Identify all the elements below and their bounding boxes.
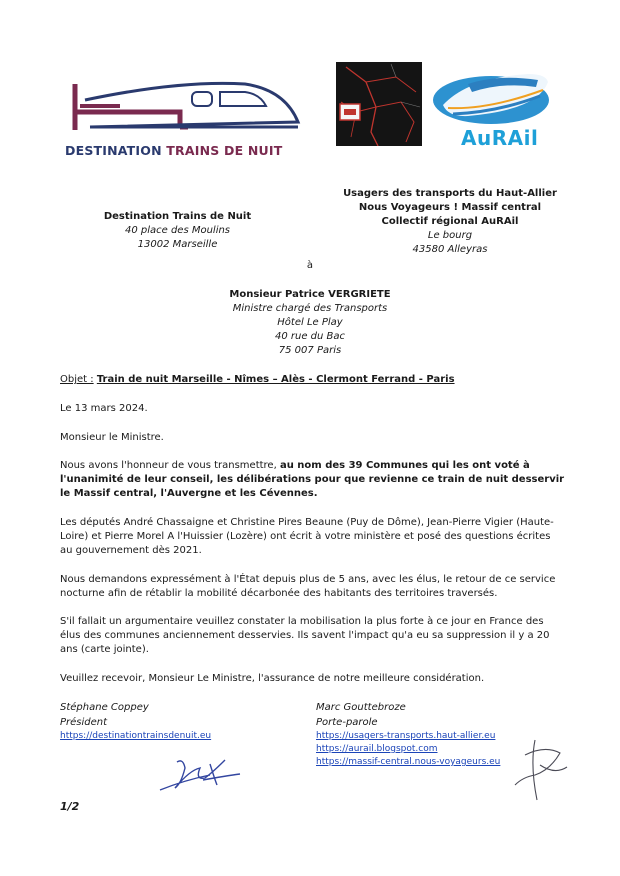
salutation: Monsieur le Ministre. — [60, 432, 164, 443]
handwritten-signature-right — [505, 735, 575, 805]
to-word: à — [306, 260, 314, 271]
dtn-logo-text: DESTINATION TRAINS DE NUIT — [65, 143, 283, 158]
paragraph-2: Les députés André Chassaigne et Christine Pires Beaune (Puy de Dôme), Jean-Pierre Vigier (Haute-Loire) et Pierre Morel A l'Huissier (Lozère) ont écrit à votre ministère et posé des questions écrites au gouvernement dès 2021. — [60, 517, 554, 556]
recipient-address: Monsieur Patrice VERGRIETE Ministre chargé des Transports Hôtel Le Play 40 rue du Bac 75 007 Paris — [229, 289, 391, 356]
sender-address: Destination Trains de Nuit 40 place des Moulins 13002 Marseille — [90, 210, 265, 252]
nous-voyageurs-link[interactable]: https://massif-central.nous-voyageurs.eu — [316, 757, 501, 767]
co-sender-address: Usagers des transports du Haut-Allier Nous Voyageurs ! Massif central Collectif régional AuRAil Le bourg 43580 Alleyras — [343, 188, 557, 255]
railway-map-thumbnail — [336, 62, 422, 146]
letter-date: Le 13 mars 2024. — [60, 403, 148, 414]
paragraph-1: Nous avons l'honneur de vous transmettre, au nom des 39 Communes qui les ont voté à l'unanimité de leur conseil, les délibérations pour que revienne ce train de nuit desservir le Massif central, l'Auvergne et les Cévennes. — [60, 460, 565, 499]
paragraph-4: S'il fallait un argumentaire veuillez constater la mobilisation la plus forte à ce jour en France des élus des communes anciennement desservies. Ils savent l'impact qu'a eu sa suppression il y a 20 ans (carte jointe). — [60, 616, 550, 655]
signature-right: Marc Gouttebroze Porte-parole https://usagers-transports.haut-allier.eu https://aurail.blogspot.com https://massif-central.nous-voyageurs.eu — [316, 700, 566, 769]
handwritten-signature-left — [155, 750, 245, 800]
closing-formula: Veuillez recevoir, Monsieur Le Ministre, l'assurance de notre meilleure considération. — [60, 673, 485, 684]
paragraph-3: Nous demandons expressément à l'État depuis plus de 5 ans, avec les élus, le retour de ce service nocturne afin de rétablir la mobilité décarbonée des habitants des territoires traversés. — [60, 574, 556, 599]
page-number: 1/2 — [60, 800, 80, 813]
aurail-blog-link[interactable]: https://aurail.blogspot.com — [316, 744, 438, 754]
usagers-transports-link[interactable]: https://usagers-transports.haut-allier.eu — [316, 731, 496, 741]
signature-left: Stéphane Coppey Président https://destinationtrainsdenuit.eu — [60, 700, 300, 743]
dtn-website-link[interactable]: https://destinationtrainsdenuit.eu — [60, 731, 212, 741]
aurail-logo-text: AuRAil — [461, 126, 539, 150]
sender-name: Destination Trains de Nuit — [103, 211, 252, 222]
object-line: Objet : Train de nuit Marseille - Nîmes – Alès - Clermont Ferrand - Paris — [60, 374, 455, 385]
